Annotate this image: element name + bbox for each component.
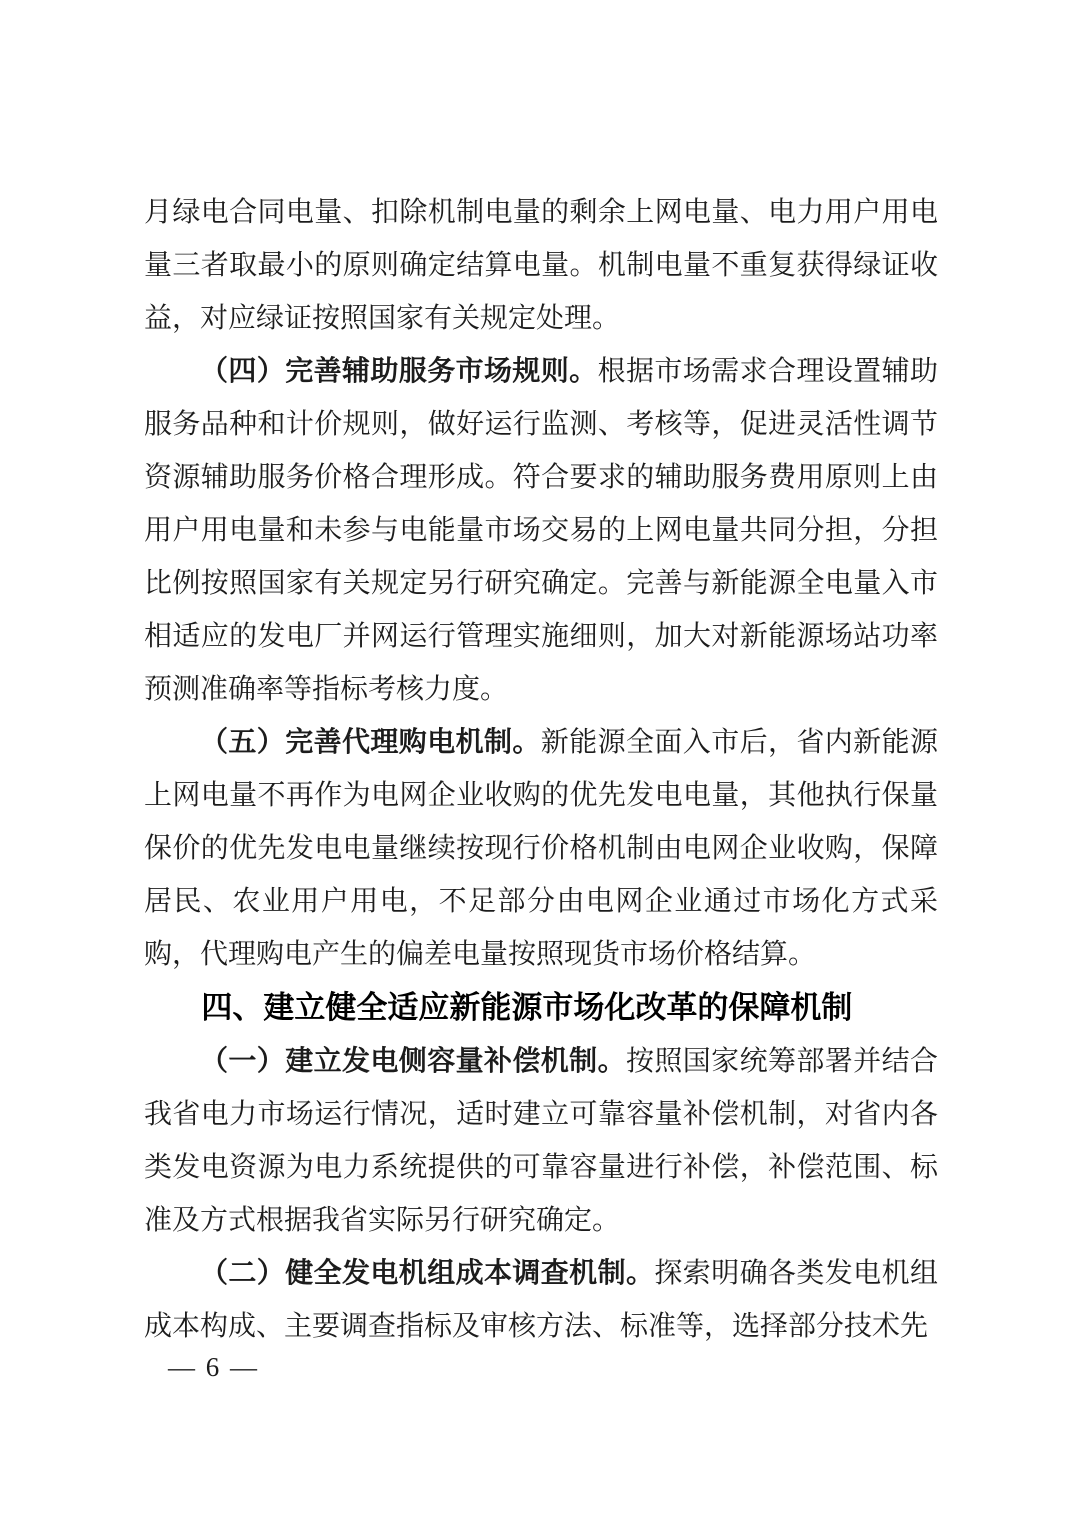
page-number: — 6 —	[168, 1352, 259, 1382]
paragraph-item-4-text: 根据市场需求合理设置辅助服务品种和计价规则，做好运行监测、考核等，促进灵活性调节资源辅助服务价格合理形成。符合要求的辅助服务费用原则上由用户用电量和未参与电能量市场交易的上网电量共同分担，分担比例按照国家有关规定另行研究确定。完善与新能源全电量入市相适应的发电厂并网运行管理实施细则，加大对新能源场站功率预测准确率等指标考核力度。	[144, 356, 938, 705]
paragraph-item-5-text: 新能源全面入市后，省内新能源上网电量不再作为电网企业收购的优先发电电量，其他执行保量保价的优先发电电量继续按现行价格机制由电网企业收购，保障居民、农业用户用电，不足部分由电网企业通过市场化方式采购，代理购电产生的偏差电量按照现货市场价格结算。	[144, 727, 938, 970]
paragraph-item-4-lead: （四）完善辅助服务市场规则。	[200, 356, 598, 387]
paragraph-item-1-text: 按照国家统筹部署并结合我省电力市场运行情况，适时建立可靠容量补偿机制，对省内各类发电资源为电力系统提供的可靠容量进行补偿，补偿范围、标准及方式根据我省实际另行研究确定。	[144, 1046, 938, 1236]
document-body	[144, 186, 938, 1353]
paragraph-item-1-lead: （一）建立发电侧容量补偿机制。	[200, 1046, 626, 1077]
section-heading-4: 四、建立健全适应新能源市场化改革的保障机制	[201, 990, 853, 1025]
paragraph-item-5	[144, 716, 938, 981]
paragraph-item-1	[144, 1035, 938, 1247]
paragraph-item-2	[144, 1247, 938, 1353]
paragraph-item-5-lead: （五）完善代理购电机制。	[200, 727, 541, 758]
paragraph-continuation	[144, 186, 938, 345]
paragraph-item-2-text: 探索明确各类发电机组成本构成、主要调查指标及审核方法、标准等，选择部分技术先	[144, 1258, 938, 1342]
paragraph-text: 月绿电合同电量、扣除机制电量的剩余上网电量、电力用户用电量三者取最小的原则确定结算电量。机制电量不重复获得绿证收益，对应绿证按照国家有关规定处理。	[144, 197, 938, 334]
paragraph-item-4	[144, 345, 938, 716]
paragraph-item-2-lead: （二）健全发电机组成本调查机制。	[200, 1258, 655, 1289]
